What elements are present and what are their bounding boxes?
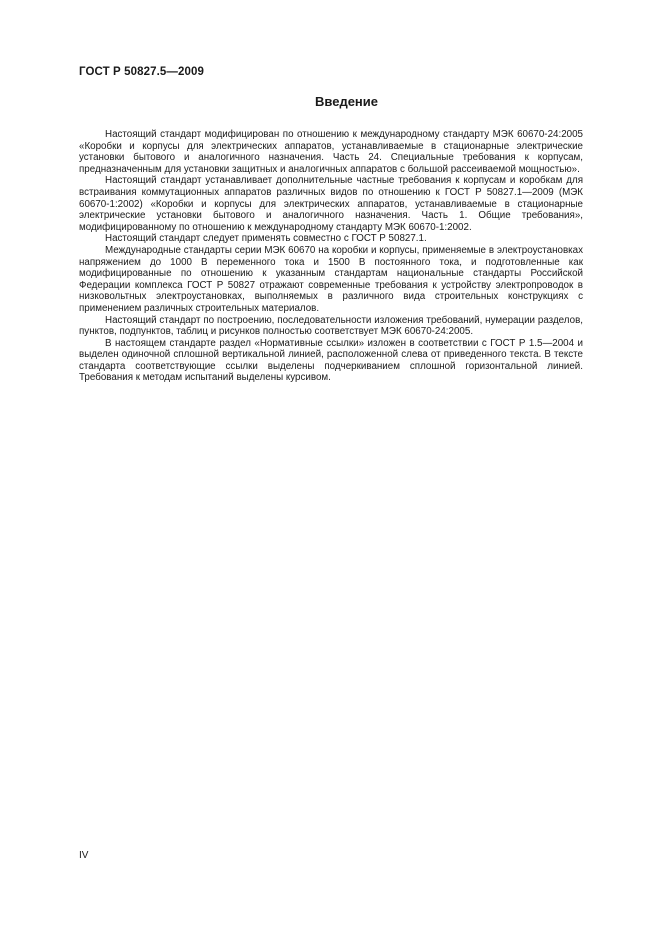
section-title: Введение — [315, 94, 378, 109]
paragraph-5: Настоящий стандарт по построению, последовательности изложения требований, нумерации разделов, пунктов, подпунктов, таблиц и рисунков полностью соответствует МЭК 60670-24:2005. — [79, 314, 583, 338]
document-header: ГОСТ Р 50827.5—2009 — [79, 66, 204, 78]
paragraph-4: Международные стандарты серии МЭК 60670 на коробки и корпусы, применяемые в электроустановках напряжением до 1000 В переменного тока и 1500 В постоянного тока, и подготовленные как модифицированные по отношению к указанным стандартам национальные стандарты Российской Федерации комплекса ГОСТ Р 50827 отражают современные требования к устройству электропроводок в низковольтных электроустановках, выполняемых в различного вида строительных конструкциях с применением различных строительных материалов. — [79, 244, 583, 314]
paragraph-3: Настоящий стандарт следует применять совместно с ГОСТ Р 50827.1. — [105, 233, 427, 245]
paragraph-1: Настоящий стандарт модифицирован по отношению к международному стандарту МЭК 60670-24:2005 «Коробки и корпусы для электрических аппаратов, устанавливаемые в стационарные электрические установки бытового и аналогичного назначения. Часть 24. Специальные требования к корпусам, предназначенным для установки защитных и аналогичных аппаратов с большой рассеиваемой мощностью». — [79, 129, 583, 175]
paragraph-6: В настоящем стандарте раздел «Нормативные ссылки» изложен в соответствии с ГОСТ Р 1.5—2004 и выделен одиночной сплошной вертикальной линией, расположенной слева от приведенного текста. В тексте стандарта соответствующие ссылки выделены подчеркиванием сплошной горизонтальной линией. Требования к методам испытаний выделены курсивом. — [79, 337, 583, 384]
paragraph-2: Настоящий стандарт устанавливает дополнительные частные требования к корпусам и коробкам для встраивания коммутационных аппаратов различных видов по отношению к ГОСТ Р 50827.1—2009 (МЭК 60670-1:2002) «Коробки и корпусы для электрических аппаратов, устанавливаемые в стационарные электрические установки бытового и аналогичного назначения. Часть 1. Общие требования», модифицированному по отношению к международному стандарту МЭК 60670-1:2002. — [79, 175, 583, 233]
body-text — [79, 129, 583, 384]
page-number: IV — [79, 850, 89, 861]
